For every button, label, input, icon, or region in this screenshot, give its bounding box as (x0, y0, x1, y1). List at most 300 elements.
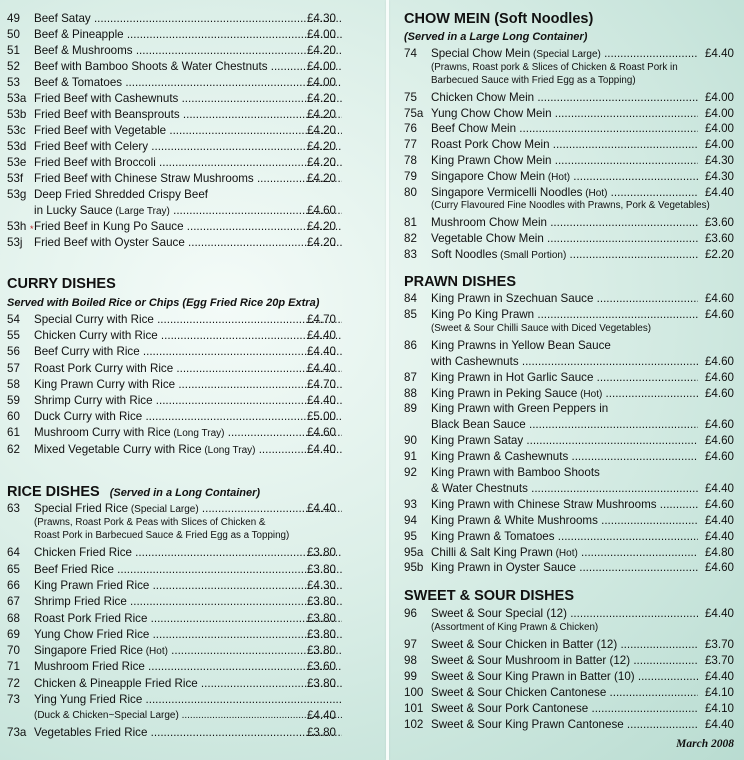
item-price: £3.60 (704, 232, 734, 246)
item-name-text: King Prawn Chow Mein (431, 154, 552, 167)
item-price: £4.60 (704, 292, 734, 305)
item-number: 53b (7, 108, 27, 121)
item-name (34, 187, 342, 202)
item-name-wrap (431, 338, 698, 353)
item-name-wrap (34, 442, 342, 458)
item-note: (Hot) (582, 187, 608, 199)
item-price: £4.60 (306, 426, 336, 440)
item-name-text: Chicken Fried Rice (34, 546, 132, 560)
item-name-text: King Prawn with Bamboo Shoots (431, 466, 600, 479)
item-name-wrap (34, 594, 342, 609)
item-name (431, 231, 698, 246)
item-price: £3.70 (704, 654, 734, 667)
item-name-text: Fried Beef with Oyster Sauce (34, 236, 185, 249)
item-name-wrap (34, 43, 342, 58)
item-price: £3.60 (704, 216, 734, 230)
item-name (431, 497, 698, 512)
item-name-wrap (431, 513, 698, 528)
item-name-wrap (431, 106, 698, 121)
item-name-wrap (34, 91, 342, 106)
item-number: 79 (404, 169, 417, 183)
item-name-text: Fried Beef with Vegetable (34, 124, 167, 137)
item-price: £4.30 (704, 169, 734, 183)
item-price: £4.60 (704, 386, 734, 400)
item-name (431, 291, 698, 306)
item-price: £4.40 (704, 607, 734, 620)
item-name (34, 107, 342, 122)
item-number: 67 (7, 595, 20, 609)
item-note: (Hot) (545, 171, 571, 183)
item-number: 53j (7, 236, 23, 249)
item-name (431, 169, 698, 185)
item-name-wrap (34, 107, 342, 122)
item-name-text: Chicken Chow Mein (431, 90, 535, 104)
item-description: Roast Pork in Barbecued Sauce & Fried Egg as a Topping) (34, 530, 290, 542)
item-number: 94 (404, 513, 417, 527)
item-price: £4.00 (306, 60, 336, 73)
item-name-text: King Po King Prawn (431, 307, 535, 321)
item-name-line2-text: in Lucky Sauce (34, 204, 113, 217)
item-price: £4.40 (306, 442, 336, 456)
item-number: 66 (7, 578, 20, 592)
item-number: 53c (7, 124, 26, 137)
item-name (34, 545, 342, 560)
item-name (431, 685, 698, 700)
item-name-wrap (431, 401, 698, 416)
marker-star: * (30, 224, 34, 234)
item-name (34, 219, 342, 234)
item-description: (Assortment of King Prawn & Chicken) (431, 622, 599, 633)
item-description: Barbecued Sauce with Fried Egg as a Topping) (431, 74, 636, 86)
item-number: 75 (404, 90, 417, 104)
item-name (34, 409, 342, 424)
item-name-wrap (34, 11, 342, 26)
item-name-text: Fried Beef with Chinese Straw Mushrooms (34, 172, 254, 185)
item-price: £4.20 (306, 124, 336, 137)
item-name (34, 312, 342, 327)
item-price: £4.30 (704, 154, 734, 167)
item-price: £3.80 (306, 562, 336, 576)
item-note: (Duck & Chicken~Special Large) ..... (34, 708, 342, 723)
item-name (431, 606, 698, 621)
item-name-text: King Prawn Curry with Rice (34, 377, 176, 391)
item-price: £4.40 (704, 513, 734, 527)
item-name-wrap (431, 685, 698, 700)
chow-section-title: CHOW MEIN (Soft Noodles) (404, 11, 594, 27)
item-name (431, 449, 698, 464)
item-name (34, 75, 342, 90)
item-name-wrap (34, 545, 342, 560)
item-name (34, 123, 342, 138)
item-number: 70 (7, 644, 20, 658)
item-price: £4.40 (306, 329, 336, 343)
item-price: £4.60 (704, 354, 734, 368)
item-name (431, 153, 698, 168)
item-name-wrap (431, 247, 698, 263)
item-number: 54 (7, 313, 20, 326)
item-name-text: Yung Chow Fried Rice (34, 627, 150, 641)
item-name-text: Roast Pork Chow Mein (431, 138, 550, 152)
item-number: 72 (7, 676, 20, 690)
item-price: £4.40 (306, 345, 336, 359)
item-price: £4.60 (704, 561, 734, 575)
item-price: £3.80 (306, 595, 336, 609)
item-name-text: Beef & Mushrooms (34, 44, 133, 57)
item-name-wrap (431, 215, 698, 230)
item-name-text: Soft Noodles (431, 248, 498, 261)
item-name-wrap (34, 123, 342, 138)
item-number: 89 (404, 402, 417, 416)
item-price: £4.20 (306, 44, 336, 57)
item-number: 81 (404, 216, 417, 230)
item-name (431, 465, 698, 480)
item-number: 49 (7, 12, 20, 25)
item-price: £4.30 (306, 578, 336, 592)
item-name-wrap (34, 203, 342, 219)
item-name-wrap (34, 344, 342, 359)
item-name-wrap (431, 417, 698, 432)
rice-title-text: RICE DISHES (7, 484, 100, 500)
item-name (34, 643, 342, 659)
item-name-text: Fried Beef with Celery (34, 140, 149, 153)
item-number: 99 (404, 670, 417, 683)
item-name-wrap (431, 653, 698, 668)
item-price: £4.40 (704, 47, 734, 60)
item-name-wrap (34, 171, 342, 186)
item-name-wrap (431, 606, 698, 621)
item-name (34, 501, 342, 517)
item-name (431, 90, 698, 105)
item-name (431, 247, 698, 263)
item-name-line2-text: Black Bean Sauce (431, 418, 526, 432)
item-name-wrap (431, 354, 698, 369)
item-name-wrap (34, 235, 342, 250)
item-name (431, 386, 698, 402)
item-name-text: Sweet & Sour Pork Cantonese (431, 702, 589, 715)
item-name-text: King Prawn in Szechuan Sauce (431, 292, 594, 305)
item-description: (Sweet & Sour Chilli Sauce with Diced Vegetables) (431, 322, 651, 334)
item-name-wrap (34, 219, 342, 234)
item-price: £3.80 (306, 644, 336, 658)
item-name-text: King Prawn & Cashewnuts (431, 450, 569, 464)
item-note: (Hot) (552, 547, 578, 559)
item-price: £4.20 (306, 92, 336, 105)
item-name-text: Chicken & Pineapple Fried Rice (34, 676, 198, 690)
item-name-wrap (34, 393, 342, 408)
item-price: £3.80 (306, 627, 336, 641)
item-price: £4.60 (306, 204, 336, 217)
item-number: 62 (7, 442, 20, 456)
item-name-text: King Prawn with Green Peppers in (431, 402, 609, 416)
item-note: (Large Tray) (112, 206, 170, 217)
item-number: 100 (404, 686, 424, 699)
item-number: 56 (7, 345, 20, 359)
item-number: 80 (404, 185, 417, 199)
item-number: 82 (404, 232, 417, 246)
item-number: 57 (7, 361, 20, 375)
item-price: £3.80 (306, 676, 336, 690)
item-name-text: Mushroom Chow Mein (431, 216, 547, 230)
item-name (34, 344, 342, 359)
item-name (431, 185, 698, 201)
item-price: £4.30 (306, 12, 336, 25)
item-number: 75a (404, 106, 424, 120)
item-name (34, 235, 342, 250)
item-name (431, 46, 698, 62)
item-name-text: Beef & Pineapple (34, 28, 124, 41)
item-name (34, 43, 342, 58)
item-name-text: Fried Beef in Kung Po Sauce (34, 220, 184, 233)
item-name-text: Mushroom Curry with Rice (34, 426, 171, 440)
item-number: 51 (7, 44, 20, 57)
item-name-text: Beef Satay (34, 12, 91, 25)
item-number: 90 (404, 434, 417, 448)
item-name-wrap (34, 725, 342, 740)
item-name-wrap (34, 75, 342, 90)
item-name-text: Chilli & Salt King Prawn (431, 545, 553, 559)
item-name-text: Special Chow Mein (431, 47, 531, 60)
item-name (431, 717, 698, 732)
item-number: 53 (7, 76, 20, 89)
item-name-text: Sweet & Sour King Prawn in Batter (10) (431, 670, 635, 683)
item-name-wrap (34, 627, 342, 642)
item-number: 58 (7, 377, 20, 391)
item-name-wrap (431, 291, 698, 306)
item-number: 73 (7, 693, 20, 706)
item-name-wrap (431, 169, 698, 185)
item-name (431, 370, 698, 385)
item-name-text: Roast Pork Fried Rice (34, 611, 148, 625)
item-note: (Hot) (577, 388, 603, 400)
item-price: £4.40 (704, 529, 734, 543)
item-number: 50 (7, 28, 20, 41)
curry-section-subtitle: Served with Boiled Rice or Chips (Egg Fried Rice 20p Extra) (7, 297, 320, 309)
item-name-text: Vegetable Chow Mein (431, 232, 544, 246)
item-name-text: Vegetables Fried Rice (34, 725, 148, 739)
item-price: £4.40 (704, 718, 734, 731)
item-name (34, 692, 342, 707)
item-name-wrap (34, 139, 342, 154)
item-name (431, 121, 698, 136)
item-name (34, 425, 342, 441)
item-name (431, 513, 698, 528)
column-divider (386, 0, 389, 760)
item-price: £3.80 (306, 725, 336, 739)
item-name-wrap (34, 328, 342, 343)
item-number: 69 (7, 627, 20, 641)
item-price: £4.20 (306, 108, 336, 121)
item-name-text: Ying Yung Fried Rice (34, 693, 143, 706)
item-price: £3.80 (306, 546, 336, 560)
item-name-text: King Prawn in Hot Garlic Sauce (431, 370, 594, 384)
item-name-wrap (431, 386, 698, 402)
item-name-text: Mushroom Fried Rice (34, 660, 145, 674)
item-name-wrap (431, 433, 698, 448)
item-price: £4.00 (704, 106, 734, 120)
item-price: £4.60 (704, 450, 734, 464)
item-number: 64 (7, 546, 20, 560)
item-name-text: Special Fried Rice (34, 502, 129, 515)
item-name-wrap (431, 153, 698, 168)
item-name (34, 442, 342, 458)
item-price: £4.20 (306, 172, 336, 185)
item-name-text: Singapore Chow Mein (431, 169, 546, 183)
item-name-wrap (431, 497, 698, 512)
item-name-wrap (431, 701, 698, 716)
item-number: 88 (404, 386, 417, 400)
item-price: £4.60 (704, 418, 734, 432)
item-name (34, 725, 342, 740)
item-name-text: Sweet & Sour Chicken Cantonese (431, 686, 607, 699)
item-number: 71 (7, 660, 20, 674)
item-number: 95b (404, 561, 424, 575)
item-name-text: King Prawn in Oyster Sauce (431, 561, 576, 575)
item-number: 85 (404, 307, 417, 321)
item-name-text: Roast Pork Curry with Rice (34, 361, 174, 375)
item-name (34, 393, 342, 408)
item-note: (Long Tray) (201, 444, 256, 456)
item-number: 86 (404, 338, 417, 352)
item-number: 55 (7, 329, 20, 343)
item-name (34, 91, 342, 106)
item-note: (Hot) (142, 646, 168, 658)
item-name-text: King Prawns in Yellow Bean Sauce (431, 338, 611, 352)
item-name-wrap (34, 27, 342, 42)
item-number: 53e (7, 156, 27, 169)
item-number: 74 (404, 47, 417, 60)
item-name (431, 560, 698, 575)
item-name-text: Deep Fried Shredded Crispy Beef (34, 188, 208, 201)
item-number: 83 (404, 248, 417, 261)
item-name-wrap (431, 46, 698, 62)
item-description: (Curry Flavoured Fine Noodles with Prawns, Pork & Vegetables) (431, 200, 710, 212)
item-name-text: Beef & Tomatoes (34, 76, 123, 89)
item-name (34, 578, 342, 593)
item-name (34, 27, 342, 42)
item-name (34, 139, 342, 154)
item-price: £4.10 (704, 702, 734, 715)
item-name-wrap (34, 501, 342, 517)
item-name-wrap (34, 155, 342, 170)
item-number: 65 (7, 562, 20, 576)
sweet-section-title: SWEET & SOUR DISHES (404, 588, 574, 604)
item-name-text: Yung Chow Chow Mein (431, 106, 552, 120)
item-name (431, 653, 698, 668)
item-name-text: Shrimp Fried Rice (34, 595, 127, 609)
item-name-wrap (431, 185, 698, 201)
item-number: 68 (7, 611, 20, 625)
item-name-text: Special Curry with Rice (34, 313, 154, 326)
item-price: £4.60 (704, 497, 734, 511)
item-name-line2 (431, 417, 698, 432)
item-number: 102 (404, 718, 424, 731)
rice-section-title (7, 484, 260, 502)
item-name-text: Shrimp Curry with Rice (34, 394, 153, 407)
item-name (431, 137, 698, 152)
item-name-text: King Prawn & White Mushrooms (431, 513, 598, 527)
item-number: 84 (404, 292, 417, 305)
item-name-wrap (431, 449, 698, 464)
item-price: £4.40 (704, 481, 734, 495)
item-name-text: Duck Curry with Rice (34, 410, 143, 424)
item-name-wrap (431, 529, 698, 544)
item-number: 61 (7, 426, 20, 440)
item-name-wrap (34, 708, 342, 723)
item-price: £4.20 (306, 140, 336, 153)
item-price: £3.80 (306, 611, 336, 625)
item-description: (Prawns, Roast Pork & Peas with Slices of Chicken & (34, 517, 266, 529)
item-price: £3.60 (306, 660, 336, 674)
item-name-text: Singapore Fried Rice (34, 644, 143, 658)
item-name (431, 215, 698, 230)
item-name-text: Beef Curry with Rice (34, 345, 140, 359)
item-name-line2-text: & Water Chestnuts (431, 481, 528, 495)
item-number: 63 (7, 502, 20, 515)
item-price: £4.60 (704, 307, 734, 321)
item-name-text: Chicken Curry with Rice (34, 329, 158, 343)
item-name-wrap (34, 425, 342, 441)
item-number: 101 (404, 702, 424, 715)
item-name (34, 361, 342, 376)
item-number: 53a (7, 92, 27, 105)
footer-date: March 2008 (676, 738, 734, 750)
item-number: 53d (7, 140, 27, 153)
item-name-wrap (34, 562, 342, 577)
item-name (431, 106, 698, 121)
item-name-wrap (34, 611, 342, 626)
item-name-wrap (431, 465, 698, 480)
item-name-wrap (34, 187, 342, 202)
item-name-text: Fried Beef with Cashewnuts (34, 92, 179, 105)
item-price: £4.40 (306, 394, 336, 407)
item-name-wrap (34, 312, 342, 327)
item-name (431, 545, 698, 561)
item-name-text: Sweet & Sour Mushroom in Batter (12) (431, 654, 631, 667)
item-name-wrap (34, 692, 342, 707)
item-name (431, 529, 698, 544)
item-name-wrap (431, 307, 698, 322)
item-price: £4.40 (306, 709, 336, 723)
item-number: 60 (7, 410, 20, 424)
item-price: £4.60 (704, 434, 734, 448)
item-name-wrap (34, 59, 342, 74)
item-name-text: Singapore Vermicelli Noodles (431, 185, 583, 199)
item-number: 91 (404, 450, 417, 464)
item-price: £4.00 (704, 90, 734, 104)
item-name (34, 11, 342, 26)
item-name-wrap (431, 481, 698, 496)
item-number: 97 (404, 638, 417, 651)
item-name-text: Beef with Bamboo Shoots & Water Chestnuts (34, 60, 268, 73)
item-name-wrap (34, 578, 342, 593)
item-note: (Special Large) (128, 504, 199, 515)
item-name (34, 171, 342, 186)
item-name (34, 627, 342, 642)
item-note: (Small Portion) (497, 250, 567, 261)
item-price: £4.00 (306, 76, 336, 89)
item-name-wrap (431, 545, 698, 561)
item-number: 73a (7, 725, 27, 739)
item-name-wrap (431, 370, 698, 385)
item-price: £4.60 (704, 370, 734, 384)
item-price: £4.40 (704, 185, 734, 199)
item-name-wrap (431, 90, 698, 105)
item-name-text: King Prawn & Tomatoes (431, 529, 555, 543)
item-number: 59 (7, 394, 20, 407)
item-price: £4.40 (306, 502, 336, 515)
item-name (34, 676, 342, 691)
item-name (431, 433, 698, 448)
